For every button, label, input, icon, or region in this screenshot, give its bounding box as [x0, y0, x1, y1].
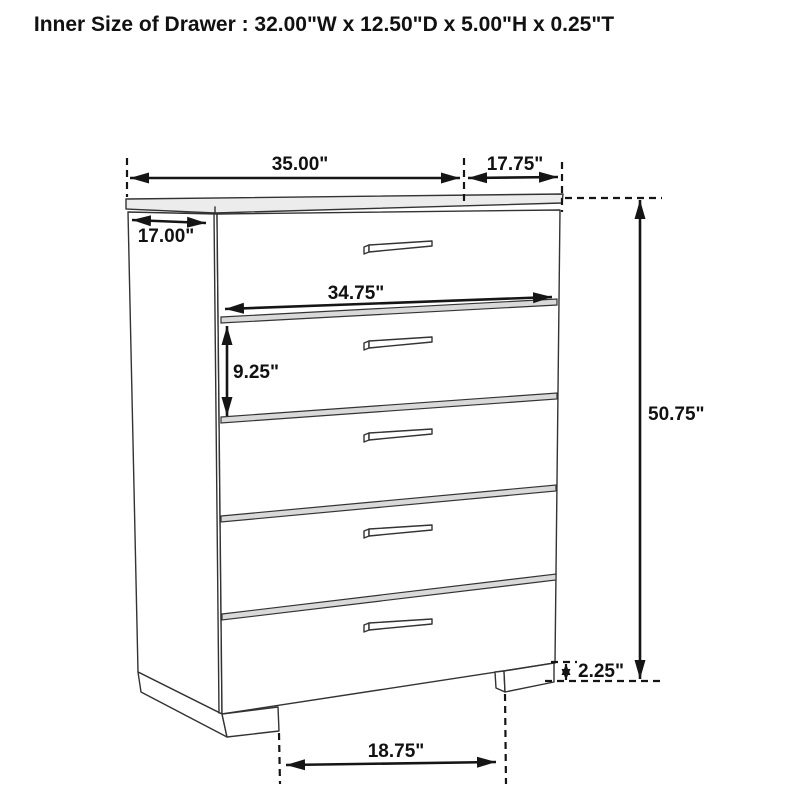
- dim-drawer-width-label: 34.75": [327, 283, 385, 304]
- dim-leg-spacing: [279, 694, 506, 784]
- cabinet-side-panel: [128, 212, 222, 714]
- dim-drawer-height-label: 9.25": [233, 362, 279, 383]
- dim-top-width-label: 35.00": [271, 154, 329, 175]
- dim-arrow: [286, 762, 496, 765]
- extension-line: [505, 694, 506, 784]
- cabinet-structure: [126, 194, 563, 737]
- dim-arrow: [468, 177, 558, 178]
- extension-line: [279, 733, 280, 784]
- diagram-title: Inner Size of Drawer : 32.00"W x 12.50"D x 5.00"H x 0.25"T: [33, 13, 615, 36]
- dim-leg-height: [551, 661, 624, 682]
- cabinet-front-face: [217, 210, 560, 714]
- dim-overall-height-label: 50.75": [648, 404, 705, 425]
- dim-leg-height-label: 2.25": [578, 661, 624, 682]
- dim-side-depth-label: 17.00": [137, 226, 195, 247]
- dim-top-depth-label: 17.75": [486, 154, 544, 175]
- dim-overall-height: [545, 198, 705, 681]
- dim-leg-spacing-label: 18.75": [367, 741, 425, 762]
